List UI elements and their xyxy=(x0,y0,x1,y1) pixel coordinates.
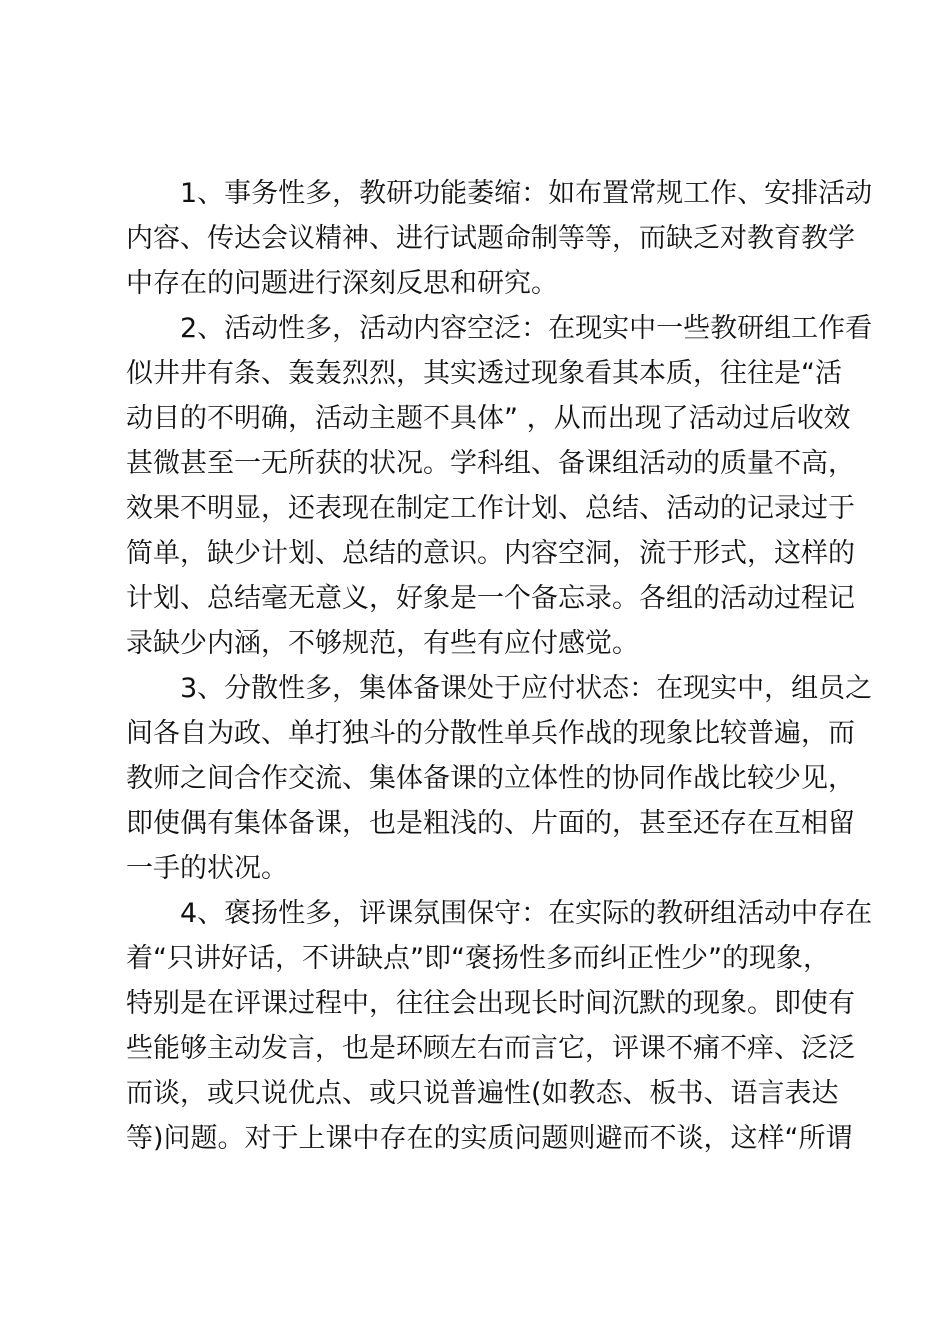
text-line: 动目的不明确，活动主题不具体” ，从而出现了活动过后收效 xyxy=(126,403,851,434)
text-line: 计划、总结毫无意义，好象是一个备忘录。各组的活动过程记 xyxy=(126,583,855,614)
text-line: 内容、传达会议精神、进行试题命制等等，而缺乏对教育教学 xyxy=(126,223,855,254)
text-line: 简单，缺少计划、总结的意识。内容空洞，流于形式，这样的 xyxy=(126,538,855,569)
text-line: 3、分散性多，集体备课处于应付状态：在现实中，组员之 xyxy=(180,673,873,704)
text-line: 些能够主动发言，也是环顾左右而言它，评课不痛不痒、泛泛 xyxy=(126,1033,855,1064)
text-line: 而谈，或只说优点、或只说普遍性(如教态、板书、语言表达 xyxy=(126,1078,839,1109)
text-line: 录缺少内涵，不够规范，有些有应付感觉。 xyxy=(126,628,639,659)
text-line: 等)问题。对于上课中存在的实质问题则避而不谈，这样“所谓 xyxy=(126,1123,853,1154)
text-line: 间各自为政、单打独斗的分散性单兵作战的现象比较普遍，而 xyxy=(126,718,855,749)
text-line: 4、褒扬性多，评课氛围保守：在实际的教研组活动中存在 xyxy=(180,898,873,929)
text-line: 教师之间合作交流、集体备课的立体性的协同作战比较少见， xyxy=(126,763,855,794)
text-line: 似井井有条、轰轰烈烈，其实透过现象看其本质，往往是“活 xyxy=(126,358,842,389)
text-line: 着“只讲好话，不讲缺点”即“褒扬性多而纠正性少”的现象， xyxy=(126,943,830,974)
text-line: 效果不明显，还表现在制定工作计划、总结、活动的记录过于 xyxy=(126,493,855,524)
text-line: 甚微甚至一无所获的状况。学科组、备课组活动的质量不高， xyxy=(126,448,855,479)
text-line: 一手的状况。 xyxy=(126,853,288,884)
text-line: 2、活动性多，活动内容空泛：在现实中一些教研组工作看 xyxy=(180,313,873,344)
text-line: 特别是在评课过程中，往往会出现长时间沉默的现象。即使有 xyxy=(126,988,855,1019)
text-line: 中存在的问题进行深刻反思和研究。 xyxy=(126,268,558,299)
text-line: 即使偶有集体备课，也是粗浅的、片面的，甚至还存在互相留 xyxy=(126,808,855,839)
text-line: 1、事务性多，教研功能萎缩：如布置常规工作、安排活动 xyxy=(180,178,873,209)
